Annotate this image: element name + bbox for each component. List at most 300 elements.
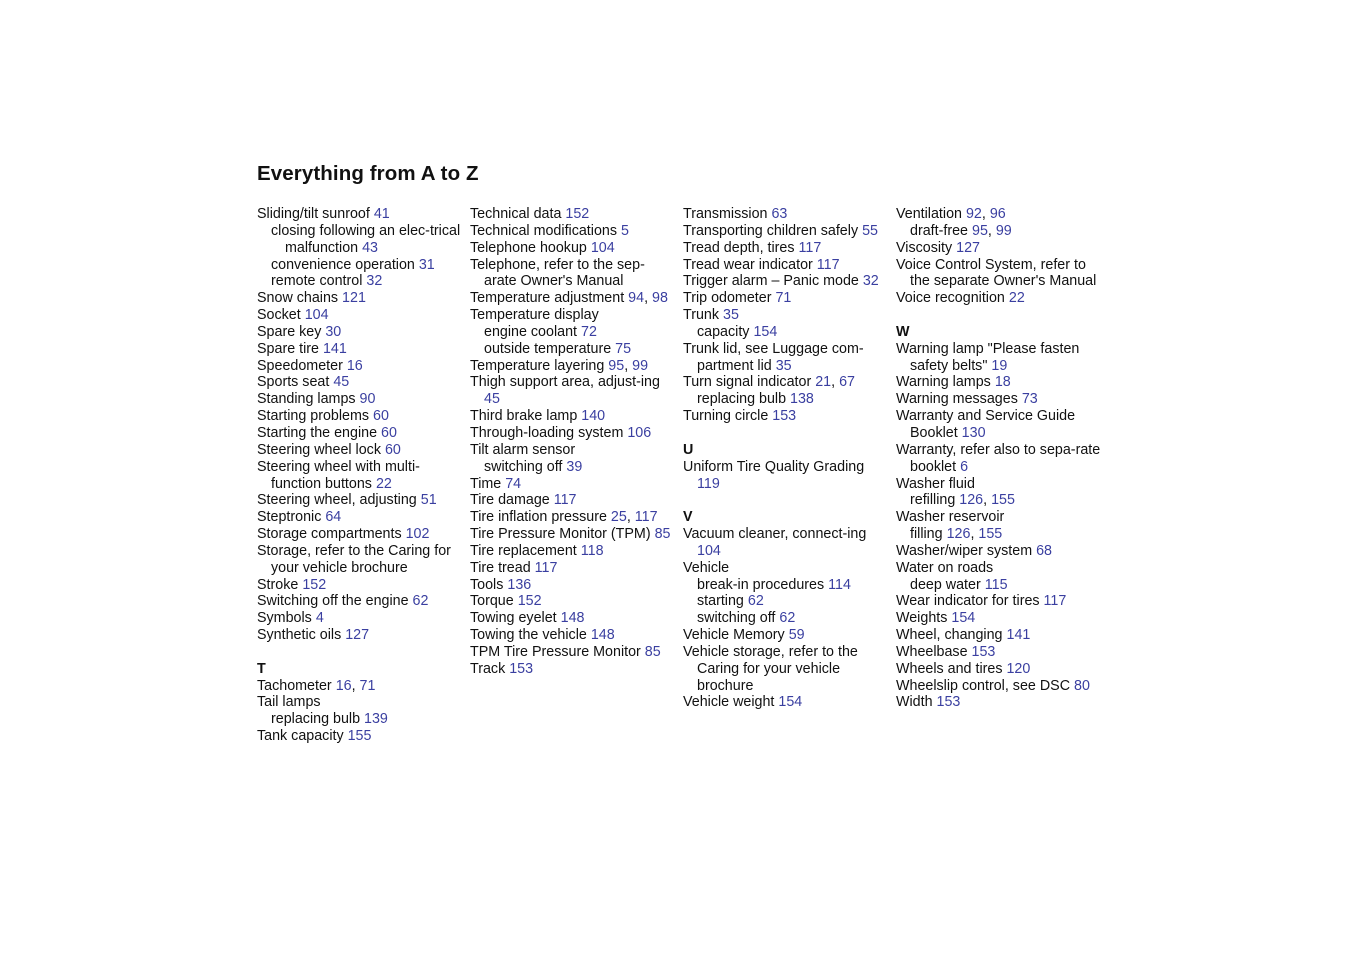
page-reference-link[interactable]: 127 (345, 627, 370, 644)
index-term: Tail lamps (257, 694, 321, 711)
index-term: Tachometer (257, 677, 332, 694)
index-term: Stroke (257, 576, 299, 593)
page-reference-link[interactable]: 25 (610, 509, 627, 526)
index-term: Washer fluid (896, 475, 975, 492)
index-term: TPM Tire Pressure Monitor (470, 643, 641, 660)
index-term: outside temperature (484, 340, 612, 357)
index-term: Weights (896, 610, 948, 627)
page-reference-link[interactable]: 45 (484, 391, 500, 408)
page-reference-link[interactable]: 102 (405, 526, 430, 543)
page-reference-link[interactable]: 16 (335, 677, 352, 694)
index-term: Warning lamps (896, 374, 991, 391)
page-reference-link[interactable]: 67 (839, 374, 855, 391)
index-term: Voice Control System, refer to the separate Owner's Manual (896, 256, 1097, 290)
index-term: Spare tire (257, 340, 319, 357)
page-reference-link[interactable]: 32 (366, 273, 383, 290)
index-entry (896, 694, 1101, 711)
page-reference-link[interactable]: 155 (978, 526, 1003, 543)
index-entry (257, 577, 462, 594)
page-reference-link[interactable]: 117 (553, 492, 577, 509)
index-entry (470, 593, 675, 610)
index-subentry (896, 577, 1101, 594)
index-term: Third brake lamp (470, 408, 578, 425)
index-term: Storage compartments (257, 526, 402, 543)
section-letter-heading: U (683, 441, 694, 458)
page-reference-link[interactable]: 126 (946, 526, 971, 543)
index-subentry (896, 223, 1101, 240)
index-term: Towing the vehicle (470, 627, 587, 644)
index-term: convenience operation (271, 256, 415, 273)
index-entry (470, 560, 675, 577)
index-term: Tire inflation pressure (470, 509, 607, 526)
page-reference-link[interactable]: 152 (517, 593, 542, 610)
page-reference-link[interactable]: 117 (534, 559, 558, 576)
index-term: Steering wheel, adjusting (257, 492, 417, 509)
page-reference-link[interactable]: 68 (1036, 542, 1053, 559)
page-reference-link[interactable]: 18 (994, 374, 1011, 391)
page-reference-link[interactable]: 98 (652, 290, 668, 307)
page-reference-link[interactable]: 64 (325, 509, 342, 526)
index-entry (470, 206, 675, 223)
page-reference-link[interactable]: 62 (747, 593, 764, 610)
index-entry (470, 290, 675, 307)
index-entry (683, 257, 888, 274)
index-entry (257, 391, 462, 408)
index-entry (257, 374, 462, 391)
section-letter-heading: V (683, 509, 693, 526)
page-separator: , (987, 222, 996, 239)
page-reference-link[interactable]: 60 (381, 424, 397, 441)
index-entry (257, 694, 462, 711)
index-entry (257, 509, 462, 526)
index-term: switching off (484, 458, 563, 475)
index-entry (470, 577, 675, 594)
page-reference-link[interactable]: 71 (359, 677, 376, 694)
index-entry (896, 543, 1101, 560)
index-entry (683, 240, 888, 257)
page-reference-link[interactable]: 75 (615, 340, 632, 357)
page-reference-link[interactable]: 104 (590, 239, 615, 256)
index-term: replacing bulb (697, 391, 787, 408)
page-reference-link[interactable]: 96 (989, 206, 1006, 222)
index-entry (257, 408, 462, 425)
page-reference-link[interactable]: 22 (1008, 290, 1025, 307)
page-reference-link[interactable]: 19 (991, 357, 1008, 374)
page-reference-link[interactable]: 104 (697, 542, 721, 559)
page-reference-link[interactable]: 153 (936, 694, 961, 711)
index-entry (470, 492, 675, 509)
index-term: Starting problems (257, 408, 370, 425)
page-reference-link[interactable]: 130 (961, 424, 986, 441)
page-reference-link[interactable]: 5 (621, 222, 629, 239)
page-reference-link[interactable]: 55 (862, 222, 878, 239)
index-entry (257, 492, 462, 509)
index-subentry (683, 391, 888, 408)
page-reference-link[interactable]: 45 (333, 374, 350, 391)
index-entry (896, 341, 1101, 375)
page-reference-link[interactable]: 117 (798, 239, 822, 256)
index-entry (257, 627, 462, 644)
page-reference-link[interactable]: 139 (364, 711, 388, 728)
index-term: Viscosity (896, 239, 953, 256)
index-entry (470, 408, 675, 425)
index-term: Vacuum cleaner, connect-ing (683, 526, 867, 543)
section-letter-heading: T (257, 660, 266, 677)
index-entry (470, 627, 675, 644)
index-entry (683, 526, 888, 560)
page-reference-link[interactable]: 35 (723, 307, 739, 324)
index-entry (257, 206, 462, 223)
index-entry (257, 678, 462, 695)
page-reference-link[interactable]: 72 (581, 323, 597, 340)
page-reference-link[interactable]: 153 (772, 408, 797, 425)
index-entry (683, 206, 888, 223)
page-reference-link[interactable]: 85 (644, 643, 661, 660)
page-separator: , (624, 357, 633, 374)
index-entry (683, 273, 888, 290)
index-entry (683, 644, 888, 695)
section-spacer (683, 425, 888, 442)
page-reference-link[interactable]: 136 (507, 576, 532, 593)
index-subentry (257, 711, 462, 728)
page-reference-link[interactable]: 35 (775, 357, 792, 374)
page-reference-link[interactable]: 140 (581, 408, 606, 425)
page-reference-link[interactable]: 153 (509, 660, 534, 677)
index-entry (470, 223, 675, 240)
page-reference-link[interactable]: 22 (375, 475, 392, 492)
index-term: Warranty, refer also to sepa-rate booklet (896, 441, 1101, 475)
page-reference-link[interactable]: 148 (560, 610, 585, 627)
page-reference-link[interactable]: 43 (362, 239, 379, 256)
index-term: Warranty and Service Guide Booklet (896, 408, 1076, 441)
page-separator: , (970, 526, 979, 543)
index-entry (896, 610, 1101, 627)
page-reference-link[interactable]: 92 (965, 206, 982, 222)
index-entry (683, 341, 888, 375)
index-term: Speedometer (257, 357, 343, 374)
index-entry (257, 324, 462, 341)
index-term: Technical modifications (470, 222, 618, 239)
index-entry (896, 593, 1101, 610)
index-term: Towing eyelet (470, 610, 557, 627)
index-entry (257, 459, 462, 493)
index-entry (470, 442, 675, 459)
page-reference-link[interactable]: 155 (347, 728, 372, 745)
index-term: Tilt alarm sensor (470, 441, 576, 458)
page-reference-link[interactable]: 95 (608, 357, 625, 374)
index-term: Synthetic oils (257, 627, 342, 644)
page-reference-link[interactable]: 106 (627, 424, 652, 441)
index-term: engine coolant (484, 323, 578, 340)
index-term: starting (697, 593, 744, 610)
index-subentry (470, 459, 675, 476)
index-term: Trigger alarm – Panic mode (683, 273, 859, 290)
index-entry (257, 593, 462, 610)
index-entry (896, 257, 1101, 291)
index-entry (896, 627, 1101, 644)
index-term: Wear indicator for tires (896, 593, 1040, 610)
index-term: Vehicle (683, 559, 730, 576)
page-reference-link[interactable]: 152 (302, 576, 327, 593)
index-term: Standing lamps (257, 391, 356, 408)
index-term: Snow chains (257, 290, 339, 307)
index-entry (683, 627, 888, 644)
page-reference-link[interactable]: 62 (412, 593, 429, 610)
page-reference-link[interactable]: 99 (995, 222, 1012, 239)
index-term: Steptronic (257, 509, 322, 526)
page-reference-link[interactable]: 51 (420, 492, 437, 509)
index-term: Sliding/tilt sunroof (257, 206, 370, 222)
index-term: Wheelbase (896, 643, 968, 660)
page-reference-link[interactable]: 127 (956, 239, 980, 256)
section-spacer (257, 644, 462, 661)
index-term: Tools (470, 576, 504, 593)
index-term: Thigh support area, adjust-ing (470, 374, 660, 391)
index-entry (683, 374, 888, 391)
index-entry (896, 476, 1101, 493)
index-entry (683, 223, 888, 240)
index-term: switching off (697, 610, 776, 627)
page-separator: , (626, 509, 635, 526)
index-term: Width (896, 694, 933, 711)
index-entry (683, 307, 888, 324)
index-term: Trip odometer (683, 290, 772, 307)
page-reference-link[interactable]: 115 (984, 576, 1008, 593)
index-term: break-in procedures (697, 576, 825, 593)
page-reference-link[interactable]: 119 (697, 475, 720, 492)
index-entry (470, 257, 675, 291)
index-entry (470, 358, 675, 375)
page-reference-link[interactable]: 126 (959, 492, 984, 509)
index-subentry (683, 610, 888, 627)
index-term: Washer reservoir (896, 509, 1005, 526)
page-separator: , (831, 374, 840, 391)
index-entry (257, 543, 462, 577)
index-term: draft-free (910, 222, 969, 239)
index-entry (257, 290, 462, 307)
index-term: Through-loading system (470, 424, 624, 441)
index-term: Warning lamp "Please fasten safety belts" (896, 340, 1080, 374)
index-term: Turn signal indicator (683, 374, 812, 391)
index-column-1 (257, 206, 462, 745)
index-term: Vehicle Memory (683, 627, 785, 644)
index-term: Starting the engine (257, 424, 378, 441)
page-reference-link[interactable]: 121 (342, 290, 366, 307)
index-subentry (683, 324, 888, 341)
index-term: Tank capacity (257, 728, 344, 745)
page-reference-link[interactable]: 62 (779, 610, 796, 627)
page-reference-link[interactable]: 85 (654, 526, 671, 543)
index-term: Temperature layering (470, 357, 605, 374)
page-reference-link[interactable]: 152 (565, 206, 590, 222)
index-subentry (896, 492, 1101, 509)
index-entry (470, 526, 675, 543)
page-reference-link[interactable]: 104 (304, 307, 329, 324)
page-reference-link[interactable]: 95 (972, 222, 988, 239)
page-separator: , (644, 290, 653, 307)
page-reference-link[interactable]: 16 (346, 357, 363, 374)
index-term: Tire damage (470, 492, 550, 509)
index-term: Telephone hookup (470, 239, 587, 256)
index-entry (257, 526, 462, 543)
index-term: Tire tread (470, 559, 531, 576)
index-column-2 (470, 206, 675, 678)
page-reference-link[interactable]: 21 (815, 374, 832, 391)
index-term: Voice recognition (896, 290, 1005, 307)
index-term: capacity (697, 323, 750, 340)
index-term: Symbols (257, 610, 312, 627)
index-term: deep water (910, 576, 981, 593)
index-entry (683, 694, 888, 711)
page-reference-link[interactable]: 148 (590, 627, 615, 644)
page-reference-link[interactable]: 59 (788, 627, 805, 644)
index-term: Trunk lid, see Luggage com-partment lid (683, 340, 864, 374)
index-term: Wheels and tires (896, 660, 1003, 677)
index-entry (683, 459, 888, 493)
index-term: Vehicle storage, refer to the Caring for your vehicle brochure (683, 643, 858, 694)
page-reference-link[interactable]: 154 (753, 323, 778, 340)
index-term: Washer/wiper system (896, 542, 1033, 559)
index-entry (683, 560, 888, 577)
index-entry (896, 661, 1101, 678)
page-separator: , (351, 677, 360, 694)
index-entry (470, 476, 675, 493)
index-entry (896, 560, 1101, 577)
index-column-3 (683, 206, 888, 711)
index-entry (257, 358, 462, 375)
index-subentry (683, 577, 888, 594)
index-term: Wheel, changing (896, 627, 1003, 644)
page-reference-link[interactable]: 90 (359, 391, 376, 408)
index-term: Ventilation (896, 206, 962, 222)
page-reference-link[interactable]: 154 (778, 694, 803, 711)
index-term: Transmission (683, 206, 768, 222)
index-entry (257, 425, 462, 442)
page-title: Everything from A to Z (257, 162, 479, 185)
index-term: remote control (271, 273, 363, 290)
index-entry (896, 374, 1101, 391)
index-term: Steering wheel with multi-function buttons (257, 458, 420, 492)
index-term: Tire replacement (470, 542, 577, 559)
index-entry (470, 644, 675, 661)
page-reference-link[interactable]: 155 (991, 492, 1015, 509)
index-entry (470, 543, 675, 560)
page-reference-link[interactable]: 99 (632, 357, 649, 374)
page-reference-link[interactable]: 118 (580, 542, 604, 559)
index-entry (257, 307, 462, 324)
index-entry (896, 644, 1101, 661)
index-term: Storage, refer to the Caring for your vehicle brochure (257, 542, 451, 576)
page-reference-link[interactable]: 117 (816, 256, 840, 273)
page-reference-link[interactable]: 60 (384, 441, 401, 458)
page-reference-link[interactable]: 154 (951, 610, 976, 627)
index-term: Tread wear indicator (683, 256, 813, 273)
index-entry (896, 391, 1101, 408)
index-term: Tread depth, tires (683, 239, 795, 256)
page-reference-link[interactable]: 39 (566, 458, 583, 475)
section-spacer (683, 492, 888, 509)
page-reference-link[interactable]: 120 (1006, 660, 1031, 677)
index-term: filling (910, 526, 943, 543)
index-entry (683, 290, 888, 307)
index-subentry (257, 223, 462, 257)
page-reference-link[interactable]: 31 (418, 256, 435, 273)
index-entry (896, 240, 1101, 257)
index-term: Transporting children safely (683, 222, 859, 239)
index-term: Switching off the engine (257, 593, 409, 610)
index-subentry (470, 341, 675, 358)
page-reference-link[interactable]: 30 (325, 323, 342, 340)
index-subentry (257, 273, 462, 290)
index-term: Water on roads (896, 559, 994, 576)
index-entry (257, 610, 462, 627)
page-reference-link[interactable]: 141 (322, 340, 347, 357)
index-term: closing following an elec-trical malfunction (271, 222, 461, 256)
page-reference-link[interactable]: 153 (971, 643, 996, 660)
index-term: Uniform Tire Quality Grading (683, 458, 865, 475)
page-reference-link[interactable]: 4 (315, 610, 324, 627)
page-reference-link[interactable]: 60 (373, 408, 389, 425)
index-term: Vehicle weight (683, 694, 775, 711)
index-entry (470, 307, 675, 324)
index-term: Sports seat (257, 374, 330, 391)
index-term: Spare key (257, 323, 322, 340)
index-term: Telephone, refer to the sep-arate Owner's Manual (470, 256, 645, 290)
index-term: Track (470, 660, 506, 677)
page-reference-link[interactable]: 41 (373, 206, 390, 222)
page-reference-link[interactable]: 138 (790, 391, 814, 408)
index-subentry (683, 593, 888, 610)
page-reference-link[interactable]: 32 (862, 273, 879, 290)
index-term: Steering wheel lock (257, 441, 381, 458)
index-term: Time (470, 475, 502, 492)
index-term: Tire Pressure Monitor (TPM) (470, 526, 651, 543)
page-separator: , (981, 206, 990, 222)
index-term: Temperature adjustment (470, 290, 625, 307)
index-term: Technical data (470, 206, 562, 222)
page-reference-link[interactable]: 73 (1021, 391, 1038, 408)
page-reference-link[interactable]: 94 (628, 290, 645, 307)
page-reference-link[interactable]: 71 (775, 290, 792, 307)
page-reference-link[interactable]: 117 (1043, 593, 1067, 610)
index-term: Trunk (683, 307, 720, 324)
index-entry (470, 509, 675, 526)
index-term: replacing bulb (271, 711, 361, 728)
page-reference-link[interactable]: 74 (505, 475, 522, 492)
index-entry (896, 290, 1101, 307)
page-separator: , (983, 492, 992, 509)
index-entry (683, 408, 888, 425)
index-entry (257, 341, 462, 358)
index-entry (896, 509, 1101, 526)
section-spacer (896, 307, 1101, 324)
page-reference-link[interactable]: 141 (1006, 627, 1031, 644)
index-entry (257, 442, 462, 459)
index-entry (257, 728, 462, 745)
index-entry (470, 374, 675, 408)
page-reference-link[interactable]: 80 (1074, 677, 1090, 694)
index-entry (896, 206, 1101, 223)
index-entry (470, 425, 675, 442)
index-term: Turning circle (683, 408, 769, 425)
index-column-4 (896, 206, 1101, 711)
page-reference-link[interactable]: 6 (960, 458, 969, 475)
index-term: refilling (910, 492, 956, 509)
page-reference-link[interactable]: 114 (828, 576, 851, 593)
index-subentry (896, 526, 1101, 543)
page-reference-link[interactable]: 63 (771, 206, 788, 222)
page-reference-link[interactable]: 117 (634, 509, 658, 526)
